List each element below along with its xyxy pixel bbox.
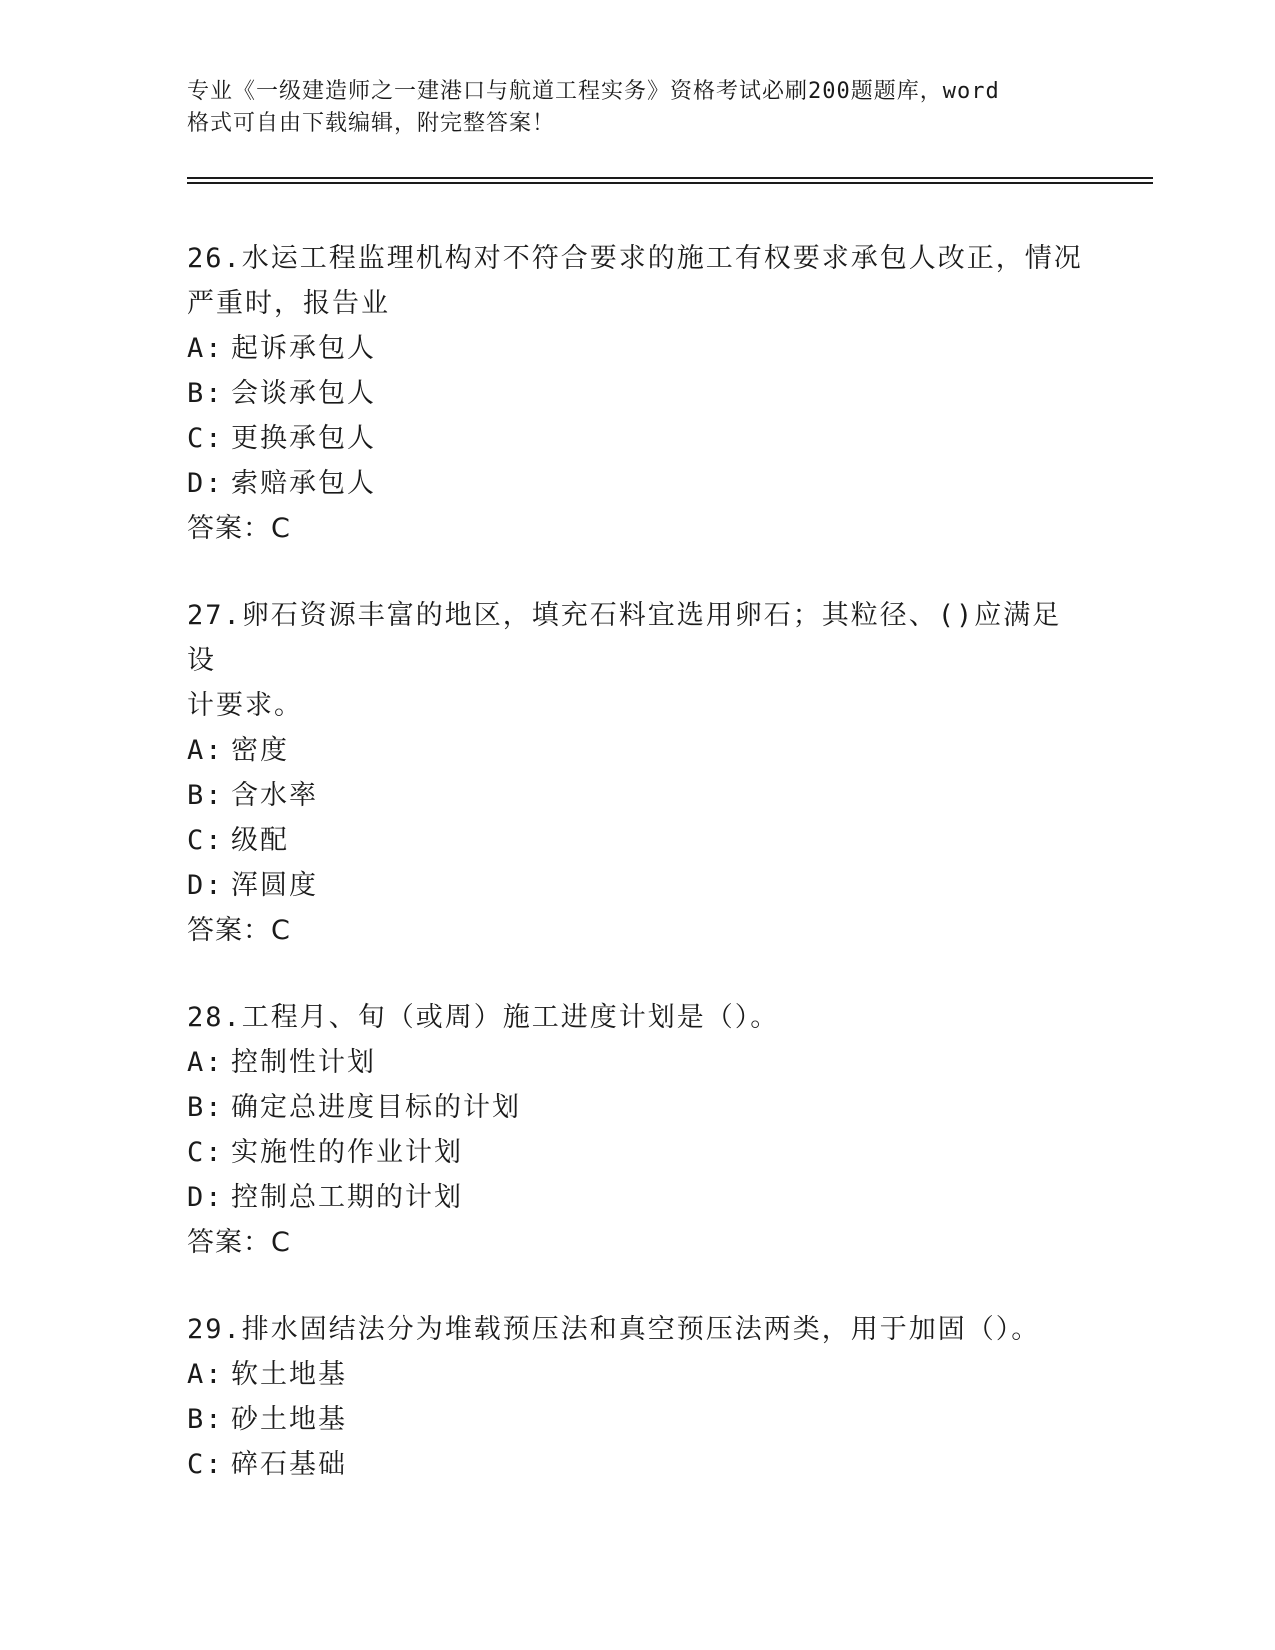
option-c — [187, 1130, 1087, 1175]
option-key: D: — [187, 468, 224, 499]
option-key: C: — [187, 1137, 224, 1168]
option-key: A: — [187, 735, 224, 766]
question-list — [187, 236, 1087, 1529]
option-key: C: — [187, 825, 224, 856]
option-text: 实施性的作业计划 — [231, 1137, 463, 1168]
question-stem-line-1: 27.卵石资源丰富的地区，填充石料宜选用卵石；其粒径、()应满足设 — [187, 600, 1062, 676]
answer-line: 答案：C — [187, 513, 291, 544]
question-28 — [187, 995, 1087, 1265]
option-text: 软土地基 — [231, 1359, 347, 1390]
option-text: 密度 — [231, 735, 289, 766]
question-stem-line-2: 严重时，报告业 — [187, 288, 390, 319]
option-key: C: — [187, 423, 224, 454]
option-text: 级配 — [231, 825, 289, 856]
option-b — [187, 1085, 1087, 1130]
answer-line: 答案：C — [187, 915, 291, 946]
option-key: B: — [187, 378, 224, 409]
question-26 — [187, 236, 1087, 551]
header-rule-top — [187, 177, 1153, 179]
option-c — [187, 1442, 1087, 1487]
option-key: B: — [187, 1404, 224, 1435]
option-text: 会谈承包人 — [231, 378, 376, 409]
option-b — [187, 773, 1087, 818]
option-key: A: — [187, 333, 224, 364]
option-text: 浑圆度 — [231, 870, 318, 901]
question-stem-line-2: 计要求。 — [187, 690, 303, 721]
header-line-2: 格式可自由下载编辑，附完整答案！ — [187, 111, 556, 136]
question-stem-line-1: 28.工程月、旬（或周）施工进度计划是（）。 — [187, 1002, 780, 1033]
option-key: B: — [187, 780, 224, 811]
option-key: D: — [187, 1182, 224, 1213]
option-text: 控制性计划 — [231, 1047, 376, 1078]
question-stem — [187, 995, 1087, 1040]
question-stem-line-1: 26.水运工程监理机构对不符合要求的施工有权要求承包人改正，情况 — [187, 243, 1083, 274]
question-stem — [187, 1307, 1087, 1352]
question-27 — [187, 593, 1087, 953]
option-a — [187, 1040, 1087, 1085]
question-stem-line-1: 29.排水固结法分为堆载预压法和真空预压法两类，用于加固（）。 — [187, 1314, 1041, 1345]
option-b — [187, 371, 1087, 416]
document-header — [187, 76, 1067, 140]
option-text: 确定总进度目标的计划 — [231, 1092, 521, 1123]
option-text: 碎石基础 — [231, 1449, 347, 1480]
option-text: 索赔承包人 — [231, 468, 376, 499]
question-stem — [187, 593, 1087, 728]
option-d — [187, 461, 1087, 506]
question-29 — [187, 1307, 1087, 1487]
option-key: A: — [187, 1359, 224, 1390]
option-b — [187, 1397, 1087, 1442]
answer-line: 答案：C — [187, 1227, 291, 1258]
option-c — [187, 818, 1087, 863]
option-a — [187, 728, 1087, 773]
option-a — [187, 1352, 1087, 1397]
option-text: 更换承包人 — [231, 423, 376, 454]
option-key: D: — [187, 870, 224, 901]
option-a — [187, 326, 1087, 371]
option-text: 起诉承包人 — [231, 333, 376, 364]
option-key: A: — [187, 1047, 224, 1078]
option-text: 含水率 — [231, 780, 318, 811]
question-stem — [187, 236, 1087, 326]
header-line-1: 专业《一级建造师之一建港口与航道工程实务》资格考试必刷200题题库，word — [187, 79, 1000, 104]
option-d — [187, 863, 1087, 908]
option-key: B: — [187, 1092, 224, 1123]
option-text: 砂土地基 — [231, 1404, 347, 1435]
option-d — [187, 1175, 1087, 1220]
header-rule-bottom — [187, 182, 1153, 184]
option-text: 控制总工期的计划 — [231, 1182, 463, 1213]
option-key: C: — [187, 1449, 224, 1480]
option-c — [187, 416, 1087, 461]
